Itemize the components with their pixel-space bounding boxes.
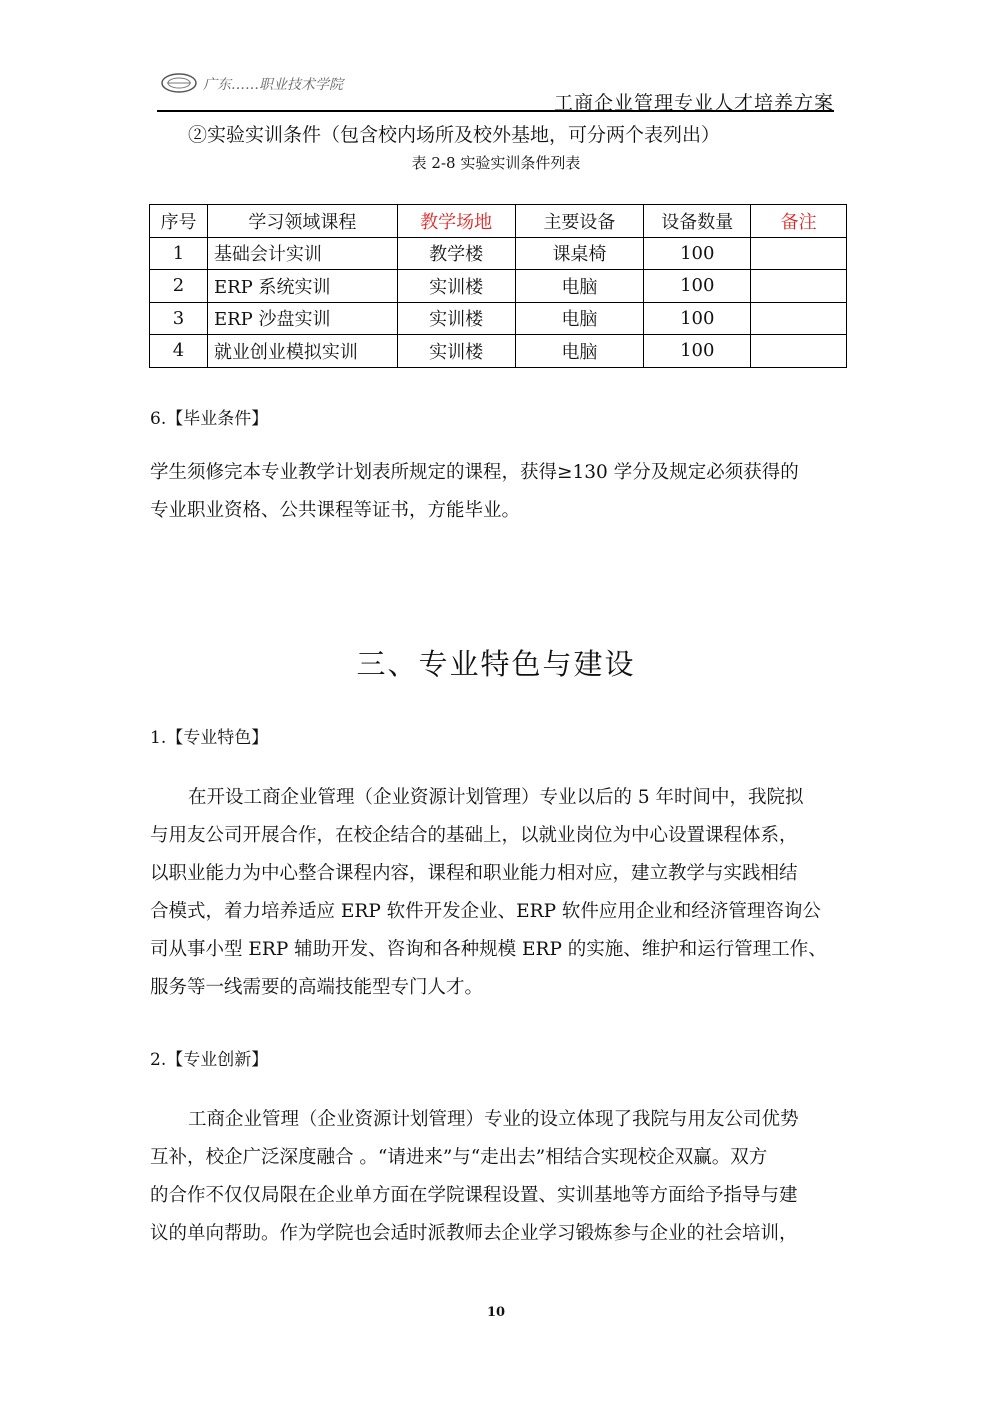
- school-logo: [159, 72, 369, 94]
- cell-equipment: 课桌椅: [515, 237, 644, 270]
- cell-index: 3: [150, 302, 208, 335]
- paragraph-line: 合模式，着力培养适应 ERP 软件开发企业、ERP 软件应用企业和经济管理咨询公: [150, 901, 821, 922]
- header-cell-quantity: 设备数量: [644, 205, 751, 238]
- cell-remarks: [751, 335, 847, 368]
- page-number: 10: [486, 1305, 506, 1320]
- cell-index: 2: [150, 270, 208, 303]
- cell-index: 4: [150, 335, 208, 368]
- cell-quantity: 100: [644, 237, 751, 270]
- cell-remarks: [751, 270, 847, 303]
- cell-course: 基础会计实训: [207, 237, 397, 270]
- paragraph-line: 工商企业管理（企业资源计划管理）专业的设立体现了我院与用友公司优势: [188, 1109, 799, 1130]
- paragraph-line: 服务等一线需要的高端技能型专门人才。: [150, 977, 484, 998]
- innovation-paragraph: [150, 1101, 846, 1253]
- cell-venue: 教学楼: [397, 237, 515, 270]
- cell-equipment: 电脑: [515, 302, 644, 335]
- training-conditions-table: [149, 204, 847, 368]
- header-cell-course: 学习领域课程: [207, 205, 397, 238]
- paragraph-line: 以职业能力为中心整合课程内容，课程和职业能力相对应，建立教学与实践相结: [150, 863, 798, 884]
- cell-quantity: 100: [644, 335, 751, 368]
- graduation-label: 6.【毕业条件】: [150, 409, 269, 429]
- cell-course: 就业创业模拟实训: [207, 335, 397, 368]
- cell-quantity: 100: [644, 270, 751, 303]
- cell-course: ERP 系统实训: [207, 270, 397, 303]
- header-cell-venue: 教学场地: [397, 205, 515, 238]
- paragraph-line: 互补，校企广泛深度融合 。“请进来”与“走出去”相结合实现校企双赢。双方: [150, 1147, 768, 1168]
- table-caption: 表 2-8 实验实训条件列表: [411, 154, 581, 172]
- svg-text:广东……职业技术学院: 广东……职业技术学院: [203, 77, 343, 93]
- table-row: [150, 302, 847, 335]
- table-row: [150, 335, 847, 368]
- paragraph-line: 专业职业资格、公共课程等证书，方能毕业。: [150, 500, 521, 521]
- table-header-row: [150, 205, 847, 238]
- page-header: [157, 70, 834, 112]
- paragraph-line: 议的单向帮助。作为学院也会适时派教师去企业学习锻炼参与企业的社会培训，: [150, 1223, 798, 1244]
- header-cell-equipment: 主要设备: [515, 205, 644, 238]
- cell-venue: 实训楼: [397, 270, 515, 303]
- cell-venue: 实训楼: [397, 335, 515, 368]
- header-cell-index: 序号: [150, 205, 208, 238]
- table-row: [150, 237, 847, 270]
- paragraph-line: 司从事小型 ERP 辅助开发、咨询和各种规模 ERP 的实施、维护和运行管理工作、: [150, 939, 827, 960]
- paragraph-line: 的合作不仅仅局限在企业单方面在学院课程设置、实训基地等方面给予指导与建: [150, 1185, 798, 1206]
- features-label: 1.【专业特色】: [150, 728, 269, 748]
- table-row: [150, 270, 847, 303]
- cell-course: ERP 沙盘实训: [207, 302, 397, 335]
- paragraph-line: 在开设工商企业管理（企业资源计划管理）专业以后的 5 年时间中，我院拟: [188, 787, 804, 808]
- innovation-label: 2.【专业创新】: [150, 1050, 269, 1070]
- cell-equipment: 电脑: [515, 335, 644, 368]
- cell-quantity: 100: [644, 302, 751, 335]
- header-cell-remarks: 备注: [751, 205, 847, 238]
- cell-equipment: 电脑: [515, 270, 644, 303]
- chapter-title: 三、专业特色与建设: [356, 647, 636, 681]
- cell-remarks: [751, 302, 847, 335]
- subsection-heading: ②实验实训条件（包含校内场所及校外基地，可分两个表列出）: [188, 124, 721, 146]
- cell-remarks: [751, 237, 847, 270]
- cell-index: 1: [150, 237, 208, 270]
- graduation-paragraph: [150, 454, 846, 530]
- cell-venue: 实训楼: [397, 302, 515, 335]
- paragraph-line: 与用友公司开展合作，在校企结合的基础上，以就业岗位为中心设置课程体系，: [150, 825, 798, 846]
- document-title: 工商企业管理专业人才培养方案: [553, 92, 834, 114]
- features-paragraph: [150, 779, 846, 1007]
- paragraph-line: 学生须修完本专业教学计划表所规定的课程，获得≥130 学分及规定必须获得的: [150, 462, 799, 483]
